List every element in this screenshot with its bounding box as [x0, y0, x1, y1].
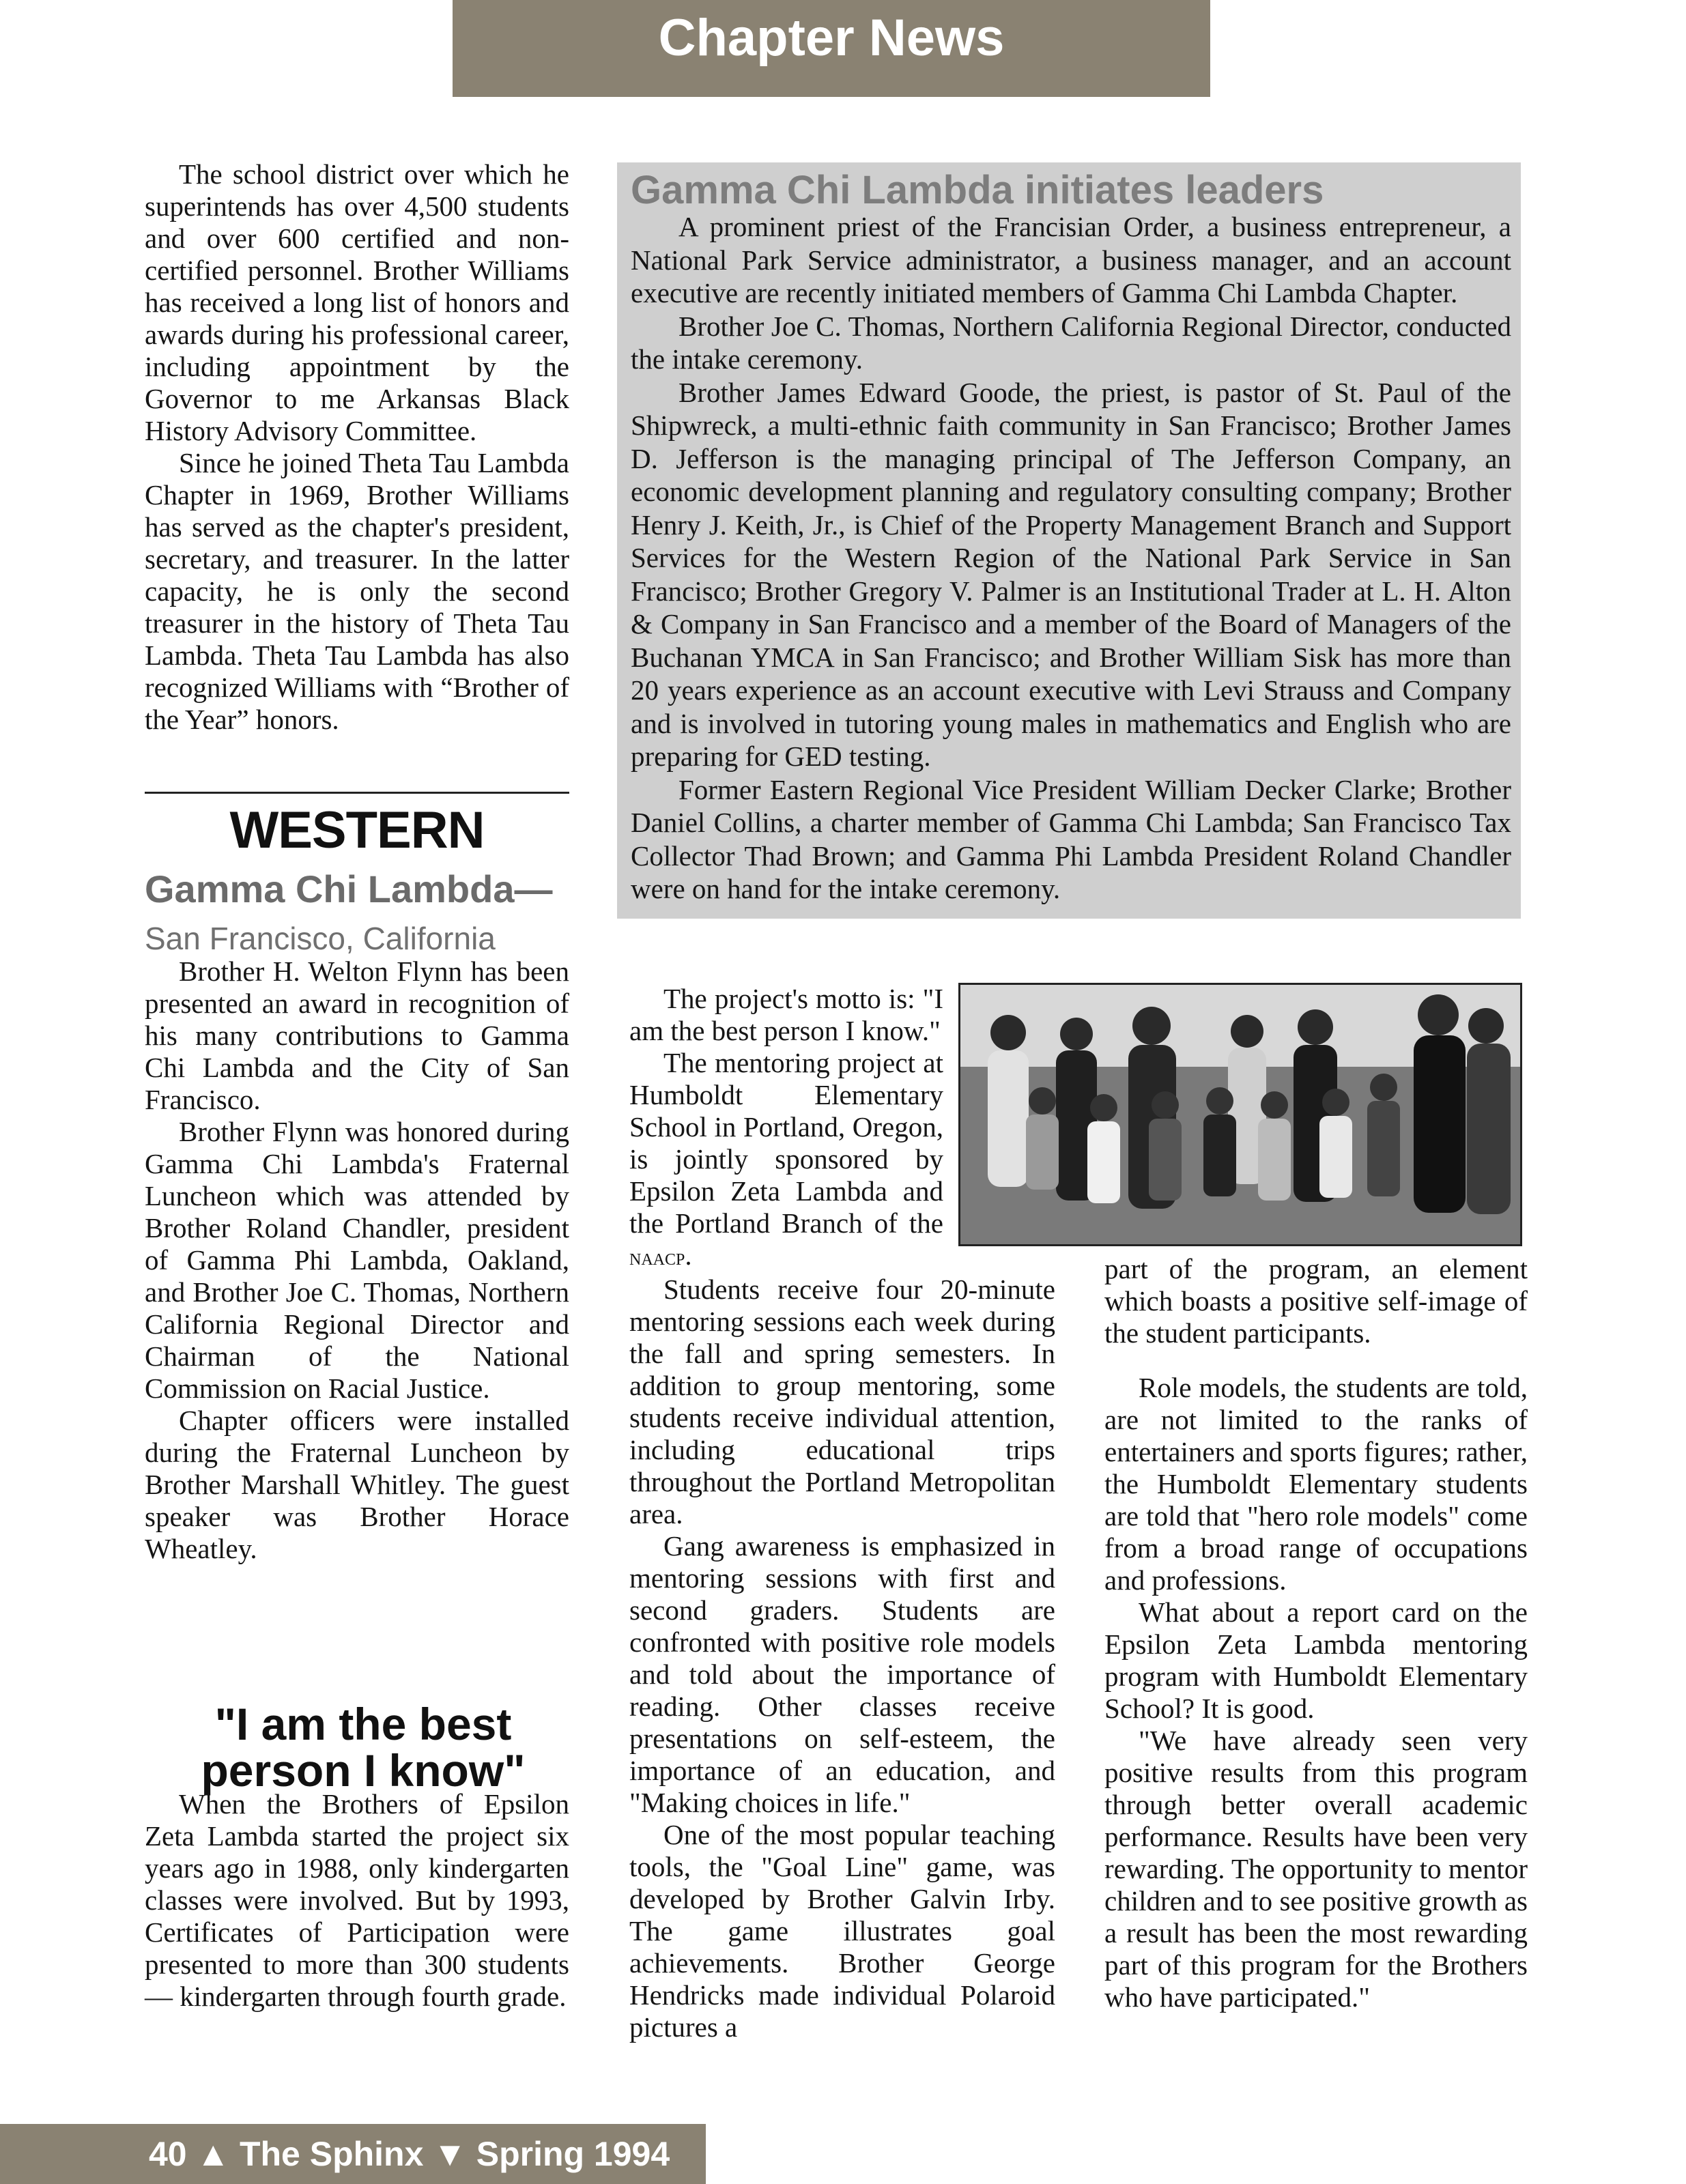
best-person-article-start	[145, 1788, 569, 2013]
paragraph: Chapter officers were installed during the Fraternal Luncheon by Brother Marshall Whitley. The guest speaker was Brother Horace Wheatley.	[145, 1405, 569, 1564]
chapter-name: Gamma Chi Lambda—	[145, 867, 553, 910]
paragraph: The project's motto is: "I am the best person I know."	[629, 983, 943, 1046]
paragraph: What about a report card on the Epsilon Zeta Lambda mentoring program with Humboldt Elementary School? It is good.	[1104, 1596, 1528, 1724]
paragraph: Brother James Edward Goode, the priest, is pastor of St. Paul of the Shipwreck, a multi-ethnic faith community in San Francisco; Brother James D. Jefferson is the managing principal of The Jefferson Company, an economic development planning and regulatory consulting company; Brother Henry J. Keith, Jr., is Chief of the Property Management Branch and Support Services for the Western Region of the National Park Service in San Francisco; Brother Gregory V. Palmer is an Institutional Trader at L. H. Alton & Company in San Francisco and a member of the Board of Managers of the Buchanan YMCA in San Francisco; and Brother William Sisk has more than 20 years experience as an account executive with Levi Strauss and Company and is involved in tutoring young males in mathematics and English who are preparing for GED testing.	[631, 376, 1511, 772]
issue-date: Spring 1994	[476, 2135, 670, 2173]
paragraph: Former Eastern Regional Vice President William Decker Clarke; Brother Daniel Collins, a charter member of Gamma Chi Lambda; San Francisco Tax Collector Thad Brown; and Gamma Phi Lambda President Roland Chandler were on hand for the intake ceremony.	[631, 773, 1511, 904]
section-divider	[145, 792, 569, 794]
page-number: 40	[149, 2135, 187, 2173]
down-triangle-icon: ▼	[433, 2135, 467, 2173]
page-footer	[0, 2124, 706, 2184]
paragraph: "We have already seen very positive results from this program through better overall academic performance. Results have been very rewarding. The opportunity to mentor children and to see positive growth as a result has been the most rewarding part of this program for the Brothers who have participated."	[1104, 1725, 1528, 2013]
best-person-article-continuation	[1104, 1253, 1528, 1349]
paragraph: Brother Flynn was honored during Gamma Chi Lambda's Fraternal Luncheon which was attended by Brother Roland Chandler, president of Gamma Phi Lambda, Oakland, and Brother Joe C. Thomas, Northern California Regional Director and Chairman of the National Commission on Racial Justice.	[145, 1116, 569, 1404]
article-headline	[145, 1701, 582, 1794]
paragraph: Brother Joe C. Thomas, Northern California Regional Director, conducted the intake ceremony.	[631, 310, 1511, 375]
paragraph: Role models, the students are told, are not limited to the ranks of entertainers and sports figures; rather, the Humboldt Elementary students are told that "hero role models" come from a broad range of occupations and professions.	[1104, 1372, 1528, 1596]
paragraph: The school district over which he superintends has over 4,500 students and over 600 certified and non-certified personnel. Brother Williams has received a long list of honors and awards during his professional career, including appointment by the Governor to me Arkansas Black History Advisory Committee.	[145, 158, 569, 446]
section-header: Chapter News	[453, 0, 1210, 97]
paragraph: Brother H. Welton Flynn has been presented an award in recognition of his many contributions to Gamma Chi Lambda and the City of San Francisco.	[145, 956, 569, 1115]
headline-line: "I am the best	[214, 1699, 512, 1749]
paragraph: A prominent priest of the Francisian Order, a business entrepreneur, a National Park Service administrator, a business manager, and an account executive are recently initiated members of Gamma Chi Lambda Chapter.	[631, 211, 1511, 308]
paragraph: Students receive four 20-minute mentoring sessions each week during the fall and spring semesters. In addition to group mentoring, some students receive individual attention, including educational trips throughout the Portland Metropolitan area.	[629, 1274, 1055, 1529]
paragraph: Since he joined Theta Tau Lambda Chapter in 1969, Brother Williams has served as the chapter's president, secretary, and treasurer. In the latter capacity, he is only the second treasurer in the history of Theta Tau Lambda. Theta Tau Lambda has also recognized Williams with “Brother of the Year” honors.	[145, 447, 569, 735]
region-heading: WESTERN	[229, 801, 485, 859]
headline-line: person I know"	[201, 1745, 526, 1796]
paragraph-text: The mentoring project at Humboldt Elementary School in Portland, Oregon, is jointly sponsored by Epsilon Zeta Lambda and the Portland Branch of the	[629, 1047, 943, 1239]
theta-tau-article	[145, 158, 569, 736]
group-photo	[958, 983, 1522, 1246]
paragraph: One of the most popular teaching tools, the "Goal Line" game, was developed by Brother Galvin Irby. The game illustrates goal achievements. Brother George Hendricks made individual Polaroid pictures a	[629, 1819, 1055, 2043]
best-person-article-end	[1104, 1372, 1528, 2013]
publication-name: The Sphinx	[239, 2135, 424, 2173]
paragraph: When the Brothers of Epsilon Zeta Lambda started the project six years ago in 1988, only kindergarten classes were involved. But by 1993, Certificates of Participation were presented to more than 300 students — kindergarten through fourth grade.	[145, 1788, 569, 2012]
chapter-city: San Francisco, California	[145, 921, 496, 956]
paragraph: Gang awareness is emphasized in mentoring sessions with first and second graders. Students are confronted with positive role models and told about the importance of reading. Other classes receive presentations on self-esteem, the importance of an education, and "Making choices in life."	[629, 1530, 1055, 1818]
box-headline: Gamma Chi Lambda initiates leaders	[631, 168, 1324, 212]
up-triangle-icon: ▲	[196, 2135, 231, 2173]
group-photo-illustration	[960, 985, 1520, 1244]
naacp-abbr: naacp	[629, 1245, 685, 1270]
paragraph: part of the program, an element which boasts a positive self-image of the student participants.	[1104, 1253, 1528, 1349]
paragraph-end: .	[685, 1239, 692, 1271]
box-body	[631, 210, 1511, 906]
initiates-box	[617, 162, 1521, 919]
gamma-chi-lambda-article	[145, 956, 569, 1565]
paragraph	[629, 1047, 943, 1274]
